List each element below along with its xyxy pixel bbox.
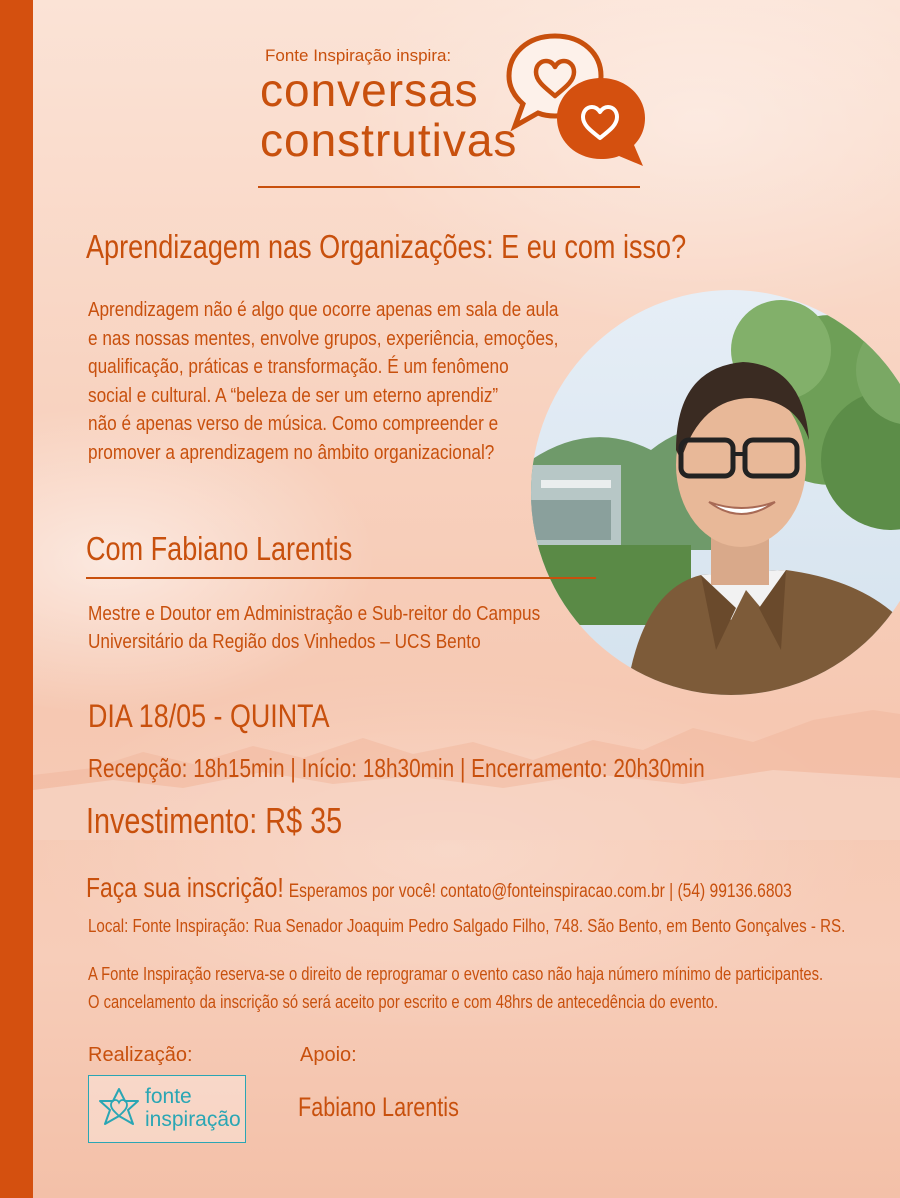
registration-cta: Faça sua inscrição! <box>86 872 284 903</box>
speaker-divider <box>86 577 596 579</box>
event-title: Aprendizagem nas Organizações: E eu com isso? <box>86 228 687 265</box>
star-heart-logo-icon <box>97 1086 141 1132</box>
event-day: DIA 18/05 - QUINTA <box>88 698 330 734</box>
description-line: social e cultural. A “beleza de ser um eterno aprendiz” <box>88 384 499 407</box>
event-location: Local: Fonte Inspiração: Rua Senador Joaquim Pedro Salgado Filho, 748. São Bento, em Bento Gonçalves - RS. <box>88 916 846 936</box>
disclaimer <box>88 960 900 1016</box>
apoio-label: Apoio: <box>300 1044 357 1066</box>
speaker-heading: Com Fabiano Larentis <box>86 530 353 567</box>
left-accent-bar <box>0 0 33 1198</box>
disclaimer-line: O cancelamento da inscrição só será aceito por escrito e com 48hrs de antecedência do evento. <box>88 992 719 1012</box>
description-line: promover a aprendizagem no âmbito organizacional? <box>88 441 495 464</box>
header-divider <box>258 186 640 188</box>
description-line: qualificação, práticas e transformação. É um fenômeno <box>88 356 509 379</box>
fonte-inspiracao-logo <box>88 1075 246 1143</box>
heart-speech-bubbles-icon <box>505 32 653 172</box>
realizacao-label: Realização: <box>88 1044 193 1066</box>
logo-text-line2: inspiração <box>145 1108 241 1131</box>
header-pretitle: Fonte Inspiração inspira: <box>265 46 452 65</box>
event-price: Investimento: R$ 35 <box>86 800 343 841</box>
speaker-bio-line: Mestre e Doutor em Administração e Sub-reitor do Campus <box>88 603 541 625</box>
logo-text-line1: fonte <box>145 1085 192 1108</box>
description-line: não é apenas verso de música. Como compreender e <box>88 413 499 436</box>
registration-contact[interactable]: Esperamos por você! contato@fonteinspiracao.com.br | (54) 99136.6803 <box>288 881 792 902</box>
speaker-bio-line: Universitário da Região dos Vinhedos – UCS Bento <box>88 631 481 653</box>
description-line: e nas nossas mentes, envolve grupos, experiência, emoções, <box>88 327 559 350</box>
description-line: Aprendizagem não é algo que ocorre apenas em sala de aula <box>88 299 559 321</box>
disclaimer-line: A Fonte Inspiração reserva-se o direito de reprogramar o evento caso não haja número mínimo de participantes. <box>88 964 824 984</box>
header-title-line2: construtivas <box>260 114 518 166</box>
registration-row <box>86 872 792 904</box>
speaker-bio <box>88 600 614 656</box>
event-schedule: Recepção: 18h15min | Início: 18h30min | Encerramento: 20h30min <box>88 753 705 783</box>
header-title-line1: conversas <box>260 64 479 116</box>
apoio-name: Fabiano Larentis <box>298 1092 459 1122</box>
